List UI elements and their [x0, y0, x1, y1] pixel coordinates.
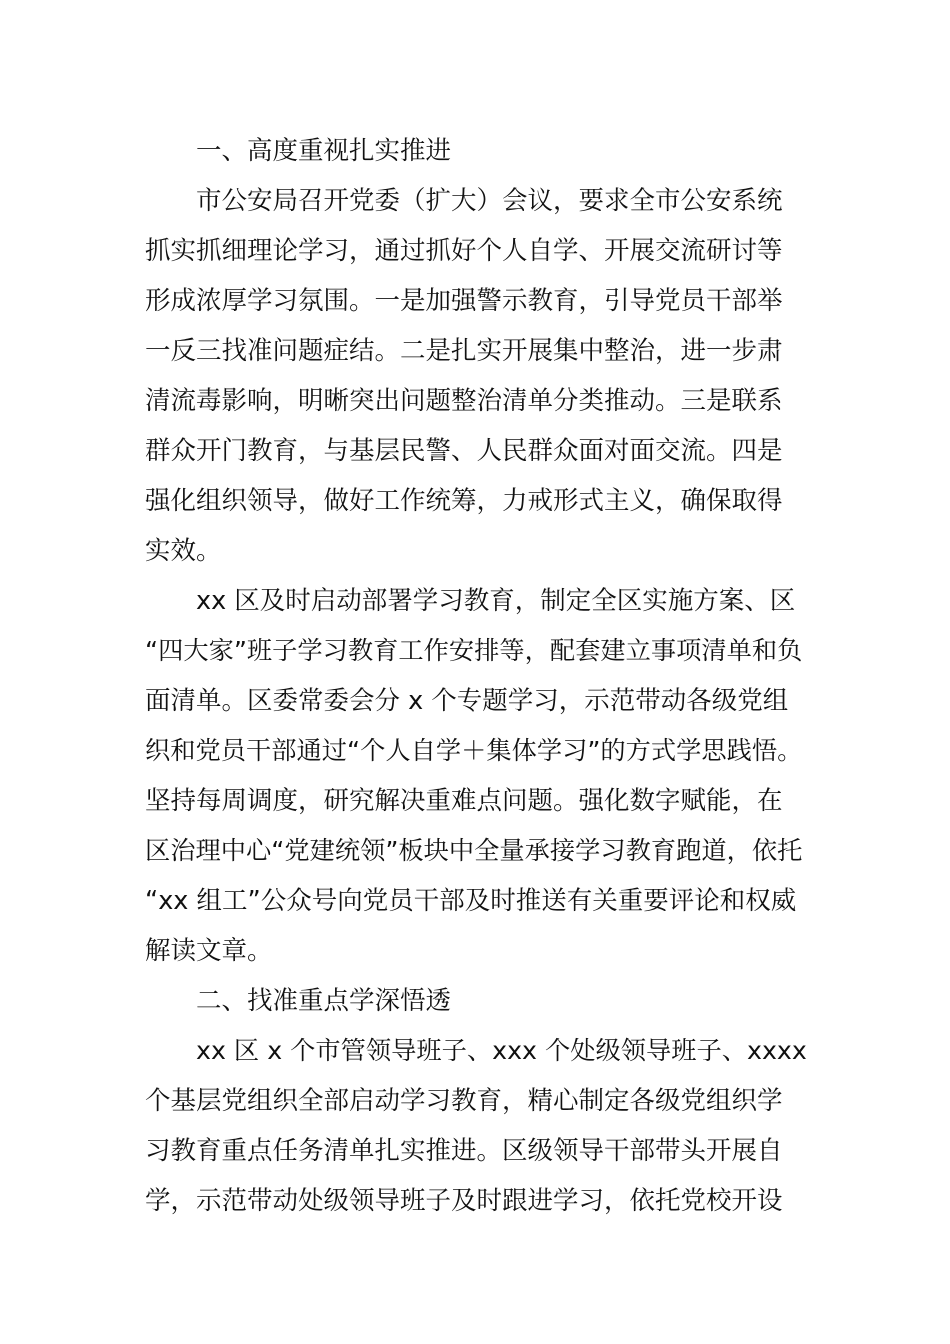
paragraph-2-line-2: “四大家”班子学习教育工作安排等，配套建立事项清单和负 [145, 636, 803, 665]
paragraph-2-line-4: 织和党员干部通过“个人自学＋集体学习”的方式学思践悟。 [145, 736, 803, 765]
paragraph-3-line-4: 学，示范带动处级领导班子及时跟进学习，依托党校开设 [145, 1186, 783, 1216]
paragraph-1-line-1: 市公安局召开党委（扩大）会议，要求全市公安系统 [196, 186, 783, 216]
paragraph-2-line-6: 区治理中心“党建统领”板块中全量承接学习教育跑道，依托 [145, 836, 803, 865]
section-heading-1: 一、高度重视扎实推进 [196, 136, 452, 166]
paragraph-1-line-4: 一反三找准问题症结。二是扎实开展集中整治，进一步肃 [145, 336, 783, 366]
paragraph-3-line-2: 个基层党组织全部启动学习教育，精心制定各级党组织学 [145, 1086, 783, 1116]
document-body [145, 126, 807, 1226]
paragraph-2-line-7: “xx 组工”公众号向党员干部及时推送有关重要评论和权威 [145, 886, 797, 916]
paragraph-1-line-6: 群众开门教育，与基层民警、人民群众面对面交流。四是 [145, 436, 783, 466]
paragraph-1-line-8: 实效。 [145, 536, 222, 566]
paragraph-1-line-7: 强化组织领导，做好工作统筹，力戒形式主义，确保取得 [145, 486, 783, 516]
paragraph-1-line-5: 清流毒影响，明晰突出问题整治清单分类推动。三是联系 [145, 386, 783, 416]
paragraph-2-line-1: xx 区及时启动部署学习教育，制定全区实施方案、区 [196, 586, 796, 616]
paragraph-1-line-2: 抓实抓细理论学习，通过抓好个人自学、开展交流研讨等 [145, 236, 783, 266]
paragraph-2-line-8: 解读文章。 [145, 936, 273, 966]
paragraph-2-line-5: 坚持每周调度，研究解决重难点问题。强化数字赋能，在 [145, 786, 783, 816]
paragraph-2-line-3: 面清单。区委常委会分 x 个专题学习，示范带动各级党组 [145, 686, 789, 716]
section-heading-2: 二、找准重点学深悟透 [196, 986, 452, 1016]
paragraph-1-line-3: 形成浓厚学习氛围。一是加强警示教育，引导党员干部举 [145, 286, 783, 316]
paragraph-3-line-1: xx 区 x 个市管领导班子、xxx 个处级领导班子、xxxx [196, 1036, 807, 1065]
paragraph-3-line-3: 习教育重点任务清单扎实推进。区级领导干部带头开展自 [145, 1136, 783, 1166]
